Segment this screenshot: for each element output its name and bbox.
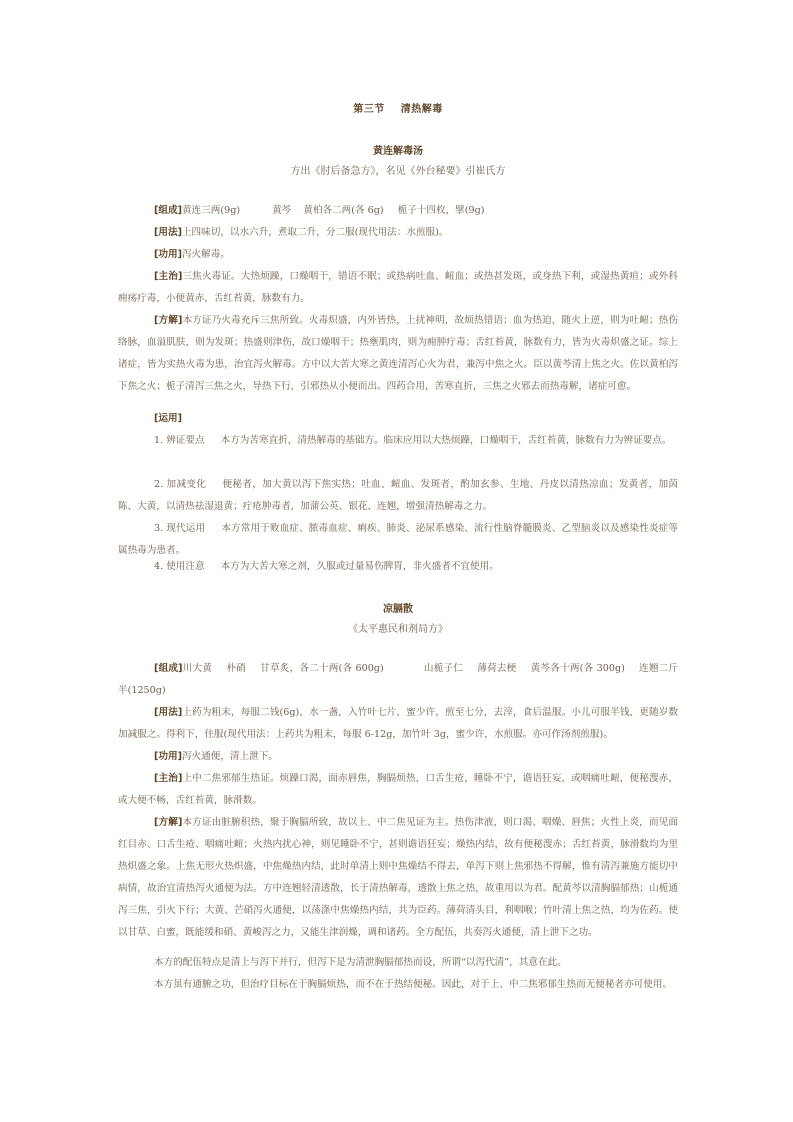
formula-1-source: 方出《肘后备急方》，名见《外台秘要》引崔氏方 xyxy=(290,166,506,177)
item-number: 1. xyxy=(154,435,164,446)
analysis-label: [方解] xyxy=(154,817,183,828)
formula-2-usage xyxy=(118,702,678,746)
application-label: [运用] xyxy=(154,413,182,424)
ingredient: 连翘二斤半(1250g) xyxy=(118,663,679,696)
formula-2-indications xyxy=(118,768,678,812)
formula-1-application-heading xyxy=(118,408,678,430)
analysis-label: [方解] xyxy=(154,315,183,326)
item-number: 4. xyxy=(154,561,164,572)
item-text: 本方为大苦大寒之剂，久服或过量易伤脾胃，非火盛者不宜使用。 xyxy=(220,561,499,572)
item-title: 使用注意 xyxy=(166,561,205,572)
item-title: 加减变化 xyxy=(166,479,207,490)
formula-1-indications xyxy=(118,266,678,310)
composition-label: [组成] xyxy=(154,205,182,216)
item-title: 辨证要点 xyxy=(166,435,205,446)
formula-2-note-2: 本方虽有通腑之功，但治疗目标在于胸膈烦热，而不在于热结便秘。因此，对于上、中二焦邪郁生热而无便秘者亦可使用。 xyxy=(154,979,673,990)
application-item-4 xyxy=(118,556,678,578)
ingredient: 山栀子仁 xyxy=(423,663,464,674)
indications-text: 上中二焦邪郁生热证。烦躁口渴，面赤唇焦，胸膈烦热，口舌生疮，睡卧不宁，谵语狂妄，或咽痛吐衄，便秘溲赤，或大便不畅，舌红苔黄，脉滑数。 xyxy=(118,773,678,806)
formula-2-title: 凉膈散 xyxy=(383,604,413,615)
usage-label: [用法] xyxy=(154,707,183,718)
section-number: 第三节 xyxy=(353,104,385,115)
ingredient: 黄连三两(9g) xyxy=(181,205,241,216)
function-text: 泻火解毒。 xyxy=(181,249,230,260)
item-number: 2. xyxy=(154,479,164,490)
section-heading xyxy=(118,100,678,115)
indications-label: [主治] xyxy=(154,271,183,282)
ingredient: 黄柏各二两(各 6g) xyxy=(303,205,384,216)
application-item-1 xyxy=(118,430,678,452)
usage-label: [用法] xyxy=(154,227,182,238)
composition-label: [组成] xyxy=(154,663,183,674)
indications-label: [主治] xyxy=(154,773,183,784)
formula-1-analysis xyxy=(118,310,678,398)
ingredient: 川大黄 xyxy=(182,663,213,674)
ingredient: 黄芩各十两(各 300g) xyxy=(530,663,625,674)
formula-2-source: 《太平惠民和剂局方》 xyxy=(348,624,448,635)
indications-text: 三焦火毒证。大热烦躁，口燥咽干，错语不眠；或热病吐血、衄血；或热甚发斑，或身热下利，或湿热黄疸；或外科痈疡疔毒，小便黄赤，舌红苔黄，脉数有力。 xyxy=(118,271,678,304)
formula-2-function xyxy=(118,746,678,768)
function-label: [功用] xyxy=(154,249,182,260)
usage-text: 上药为粗末，每服二钱(6g)，水一盏，入竹叶七片，蜜少许，煎至七分，去滓，食后温服。小儿可服半钱，更随岁数加减服之。得利下，住服(现代用法：上药共为粗末，每服 6-12g，加竹叶 3g，蜜少许，水煎服。亦可作汤剂煎服)。 xyxy=(118,707,678,740)
item-title: 现代运用 xyxy=(166,523,206,534)
formula-2-note-1: 本方的配伍特点是清上与泻下并行，但泻下是为清泄胸膈郁热而设，所谓“以泻代清”，其意在此。 xyxy=(154,957,567,968)
item-text: 本方为苦寒直折，清热解毒的基础方。临床应用以大热烦躁，口燥咽干，舌红苔黄，脉数有力为辨证要点。 xyxy=(220,435,672,446)
function-label: [功用] xyxy=(154,751,182,762)
ingredient: 薄荷去梗 xyxy=(477,663,517,674)
item-text: 便秘者，加大黄以泻下焦实热；吐血、衄血、发斑者，酌加玄参、生地、丹皮以清热凉血；发黄者，加茵陈、大黄，以清热祛湿退黄；疔疮肿毒者，加蒲公英、银花、连翘，增强清热解毒之力。 xyxy=(118,479,678,512)
usage-text: 上四味切，以水六升，煮取二升，分二服(现代用法：水煎服)。 xyxy=(181,227,449,238)
section-title: 清热解毒 xyxy=(400,104,443,115)
item-number: 3. xyxy=(154,523,164,534)
analysis-text: 本方证由脏腑积热，聚于胸膈所致，故以上、中二焦见证为主。热伤津液，则口渴、咽燥、唇焦；火性上炎，而见面红目赤、口舌生疮、咽痛吐衄；火热内扰心神，则见睡卧不宁，甚则谵语狂妄；燥热内结，故有便秘溲赤；舌红苔黄，脉滑数均为里热炽盛之象。上焦无形火热炽盛，中焦燥热内结，此时单清上则中焦燥结不得去，单泻下则上焦邪热不得解，惟有清泻兼施方能切中病情，故治宜清热泻火通便为法。方中连翘轻清透散，长于清热解毒，透散上焦之热，故重用以为君。配黄芩以清胸膈郁热；山栀通泻三焦，引火下行；大黄、芒硝泻火通便，以荡涤中焦燥热内结，共为臣药。薄荷清头目，利咽喉；竹叶清上焦之热，均为佐药。使以甘草、白蜜，既能缓和硝、黄峻泻之力，又能生津润燥，调和诸药。全方配伍，共奏泻火通便，清上泄下之功。 xyxy=(118,817,678,938)
formula-2-analysis xyxy=(118,812,678,944)
ingredient: 黄芩 xyxy=(272,205,292,216)
formula-1-composition xyxy=(118,200,678,222)
application-item-2 xyxy=(118,474,678,518)
ingredient: 朴硝 xyxy=(226,663,246,674)
function-text: 泻火通便，清上泄下。 xyxy=(181,751,278,762)
analysis-text: 本方证乃火毒充斥三焦所致。火毒炽盛，内外皆热，上扰神明，故烦热错语；血为热迫，随火上逆，则为吐衄；热伤络脉，血溢肌肤，则为发斑；热盛则津伤，故口燥咽干；热壅肌肉，则为痈肿疔毒；舌红苔黄，脉数有力，皆为火毒炽盛之证。综上诸症，皆为实热火毒为患，治宜泻火解毒。方中以大苦大寒之黄连清泻心火为君，兼泻中焦之火。臣以黄芩清上焦之火。佐以黄柏泻下焦之火；栀子清泻三焦之火，导热下行，引邪热从小便而出。四药合用，苦寒直折，三焦之火邪去而热毒解，诸症可愈。 xyxy=(118,315,678,392)
ingredient: 栀子十四枚，擘(9g) xyxy=(397,205,485,216)
formula-1-function xyxy=(118,244,678,266)
formula-2-composition xyxy=(118,658,678,702)
formula-1-usage xyxy=(118,222,678,244)
formula-1-title: 黄连解毒汤 xyxy=(373,146,423,157)
ingredient: 甘草炙，各二十两(各 600g) xyxy=(259,663,384,674)
item-text: 本方常用于败血症、脓毒血症、痢疾、肺炎、泌尿系感染、流行性脑脊髓膜炎、乙型脑炎以及感染性炎症等属热毒为患者。 xyxy=(118,523,678,556)
